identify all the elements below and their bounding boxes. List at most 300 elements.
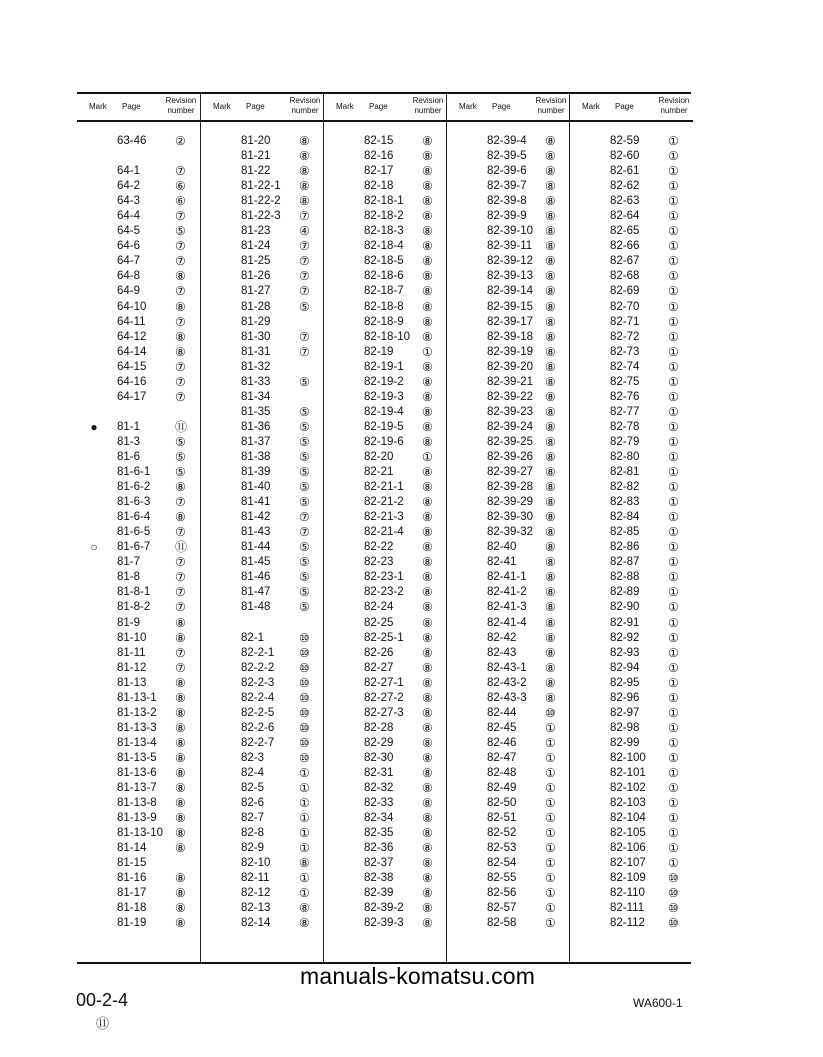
- revision-number: ①: [668, 224, 679, 239]
- revision-number: ⑧: [545, 449, 556, 464]
- table-row: [447, 300, 570, 315]
- table-row: [77, 284, 200, 299]
- table-row: [324, 315, 447, 330]
- revision-number: ⑧: [422, 465, 433, 480]
- table-row: [201, 495, 324, 510]
- page-number: 81-12: [117, 661, 147, 674]
- table-row: [570, 886, 693, 901]
- table-row: [447, 194, 570, 209]
- table-row: [570, 811, 693, 826]
- page-number: 82-39-7: [487, 180, 527, 193]
- page-number: 82-76: [610, 390, 640, 403]
- page-number: 82-92: [610, 631, 640, 644]
- table-row: [570, 570, 693, 585]
- revision-number: ⑧: [175, 886, 186, 901]
- revision-number: ⑧: [175, 344, 186, 359]
- revision-number: ①: [668, 389, 679, 404]
- table-row: [447, 736, 570, 751]
- table-row: [77, 631, 200, 646]
- table-row: [570, 345, 693, 360]
- table-row: [77, 269, 200, 284]
- page-number: 82-39-28: [487, 481, 534, 494]
- page-number: 82-39-4: [487, 135, 527, 147]
- revision-number: ⑧: [545, 194, 556, 209]
- header-mark: Mark: [89, 102, 107, 111]
- page-number: 82-21-4: [364, 526, 404, 539]
- page-number: 82-2-2: [241, 661, 275, 674]
- table-row: [570, 450, 693, 465]
- table-row: [201, 676, 324, 691]
- page-number: 82-83: [610, 496, 640, 509]
- page-number: 82-39-25: [487, 435, 534, 448]
- revision-number: ①: [668, 540, 679, 555]
- table-row: [570, 631, 693, 646]
- table-row: [77, 871, 200, 886]
- revision-number: ⑧: [422, 811, 433, 826]
- table-row: [324, 916, 447, 931]
- table-row: [570, 209, 693, 224]
- revision-number: ⑤: [299, 404, 310, 419]
- revision-number: ①: [299, 811, 310, 826]
- revision-number: ⑧: [422, 615, 433, 630]
- table-row: [570, 916, 693, 931]
- revision-number: ⑧: [545, 660, 556, 675]
- table-row: [201, 164, 324, 179]
- page-number: 81-35: [241, 405, 271, 418]
- revision-number: ⑧: [299, 164, 310, 179]
- page-number: 82-39-18: [487, 330, 534, 343]
- table-row: [570, 375, 693, 390]
- table-row: [324, 796, 447, 811]
- table-row: [324, 661, 447, 676]
- table-row: [447, 465, 570, 480]
- table-row: [324, 585, 447, 600]
- page-number: 82-10: [241, 857, 271, 870]
- page-number: 64-8: [117, 270, 141, 283]
- table-row: [447, 871, 570, 886]
- page-number: 82-22: [364, 541, 394, 554]
- revision-number: ⑧: [545, 645, 556, 660]
- table-row: [447, 315, 570, 330]
- table-row: [201, 405, 324, 420]
- revision-number: ①: [545, 781, 556, 796]
- page-number: 82-39-10: [487, 225, 534, 238]
- revision-number: ①: [299, 886, 310, 901]
- table-row: [201, 450, 324, 465]
- revision-number: ①: [668, 796, 679, 811]
- table-row: [324, 781, 447, 796]
- revision-number: ⑧: [422, 209, 433, 224]
- table-row: [447, 435, 570, 450]
- revision-number: ⑧: [422, 690, 433, 705]
- table-row: [447, 254, 570, 269]
- revision-number: ⑦: [175, 600, 186, 615]
- header-revision: Revision number: [165, 96, 197, 115]
- page-number: 82-19-2: [364, 375, 404, 388]
- page-number: 82-14: [241, 917, 271, 930]
- table-row: [324, 555, 447, 570]
- table-row: [201, 345, 324, 360]
- table-row: [570, 525, 693, 540]
- page-number: 82-18-3: [364, 225, 404, 238]
- column-group-3: [323, 94, 447, 962]
- table-row: [77, 856, 200, 871]
- page-number: 82-81: [610, 466, 640, 479]
- page-number: 64-11: [117, 315, 146, 328]
- page-number: 82-41-4: [487, 616, 527, 629]
- page-number: 82-70: [610, 300, 640, 313]
- page-number: 82-53: [487, 842, 517, 855]
- page-number: 81-18: [117, 902, 147, 915]
- table-row: [201, 510, 324, 525]
- revision-number: ①: [668, 615, 679, 630]
- page-number: 82-75: [610, 375, 640, 388]
- revision-number: ⑥: [175, 194, 186, 209]
- table-row: [570, 284, 693, 299]
- page-number: 82-89: [610, 586, 640, 599]
- page-number: 81-48: [241, 601, 271, 614]
- table-row: [447, 495, 570, 510]
- table-row: [201, 901, 324, 916]
- page-number: 82-19-1: [364, 360, 404, 373]
- page-number: 82-21-1: [364, 481, 404, 494]
- header-page: Page: [369, 102, 388, 111]
- column-group-5: [569, 94, 693, 962]
- page-number: 82-4: [241, 766, 265, 779]
- revision-number: ⑦: [299, 269, 310, 284]
- revision-number: ⑧: [422, 720, 433, 735]
- table-row: [77, 751, 200, 766]
- table-row: [201, 886, 324, 901]
- mark-symbol: ●: [90, 419, 98, 434]
- table-row: [324, 209, 447, 224]
- page-number: 82-27-3: [364, 706, 404, 719]
- revision-number: ①: [422, 344, 433, 359]
- table-row: [570, 315, 693, 330]
- table-row: [447, 164, 570, 179]
- table-row: [77, 706, 200, 721]
- table-row: [324, 480, 447, 495]
- revision-number: ⑧: [422, 194, 433, 209]
- page-number: 81-30: [241, 330, 271, 343]
- revision-number: ⑧: [422, 781, 433, 796]
- page-number: 82-23-1: [364, 571, 404, 584]
- page-number: 82-3: [241, 751, 265, 764]
- revision-number: ①: [668, 660, 679, 675]
- revision-number: ⑧: [545, 269, 556, 284]
- table-row: [201, 239, 324, 254]
- page-number: 82-39-5: [487, 150, 527, 163]
- revision-number: ⑧: [422, 239, 433, 254]
- revision-number: ⑧: [545, 419, 556, 434]
- page-number: 81-25: [241, 255, 271, 268]
- page-number: 82-64: [610, 210, 640, 223]
- table-row: [77, 796, 200, 811]
- page-number: 81-6-3: [117, 496, 151, 509]
- page-number: 82-39-11: [487, 240, 533, 253]
- page-number: 82-24: [364, 601, 394, 614]
- revision-number: ⑧: [422, 284, 433, 299]
- revision-number: ⑧: [175, 615, 186, 630]
- page-number: 82-58: [487, 917, 517, 930]
- revision-number: ⑧: [545, 164, 556, 179]
- revision-table: [77, 92, 691, 964]
- revision-number: ①: [668, 765, 679, 780]
- page-number: 82-85: [610, 526, 640, 539]
- revision-number: ⑧: [422, 389, 433, 404]
- revision-number: ⑦: [175, 389, 186, 404]
- page-number: 82-52: [487, 827, 517, 840]
- page-number: 82-65: [610, 225, 640, 238]
- revision-number: ⑪: [175, 540, 188, 555]
- page-number: 81-13-3: [117, 721, 157, 734]
- revision-number: ①: [668, 690, 679, 705]
- revision-number: ①: [668, 645, 679, 660]
- page-number: 81-45: [241, 556, 271, 569]
- table-row: [447, 901, 570, 916]
- revision-number: ⑦: [175, 585, 186, 600]
- revision-number: ⑩: [299, 735, 310, 750]
- revision-number: ①: [668, 254, 679, 269]
- table-row: [201, 736, 324, 751]
- revision-number: ⑧: [545, 555, 556, 570]
- page-number: 81-13: [117, 676, 147, 689]
- table-row: [447, 330, 570, 345]
- table-row: [570, 480, 693, 495]
- page-number: 82-39-12: [487, 255, 534, 268]
- table-row: [447, 345, 570, 360]
- table-row: [77, 134, 200, 149]
- table-row: [77, 315, 200, 330]
- table-row: [77, 570, 200, 585]
- table-row: [77, 721, 200, 736]
- revision-number: ⑧: [545, 284, 556, 299]
- page-number: 82-49: [487, 782, 517, 795]
- revision-number: ①: [668, 434, 679, 449]
- revision-number: ⑧: [545, 149, 556, 164]
- table-row: [324, 269, 447, 284]
- revision-number: ①: [545, 901, 556, 916]
- table-row: [447, 751, 570, 766]
- page-number: 81-24: [241, 240, 271, 253]
- revision-number: ①: [299, 826, 310, 841]
- table-row: [201, 706, 324, 721]
- revision-number: ⑧: [175, 690, 186, 705]
- table-row: [570, 585, 693, 600]
- page-number: 81-22-3: [241, 210, 281, 223]
- table-row: [324, 149, 447, 164]
- revision-number: ①: [668, 269, 679, 284]
- header-page: Page: [122, 102, 141, 111]
- revision-number: ⑧: [422, 645, 433, 660]
- revision-number: ⑧: [545, 675, 556, 690]
- header-mark: Mark: [336, 102, 354, 111]
- revision-number: ⑧: [175, 916, 186, 931]
- table-row: [201, 269, 324, 284]
- table-row: [201, 856, 324, 871]
- revision-number: ⑧: [175, 826, 186, 841]
- revision-number: ①: [668, 239, 679, 254]
- table-row: [77, 420, 200, 435]
- page-number: 82-21: [364, 466, 394, 479]
- table-row: [570, 390, 693, 405]
- revision-number: ⑧: [422, 179, 433, 194]
- table-row: [324, 826, 447, 841]
- revision-number: ①: [668, 419, 679, 434]
- table-row: [447, 676, 570, 691]
- table-row: [447, 179, 570, 194]
- page-number: 81-46: [241, 571, 271, 584]
- table-row: [570, 360, 693, 375]
- page-number: 64-15: [117, 360, 147, 373]
- page-number: 81-13-1: [117, 691, 157, 704]
- page-number: 81-41: [241, 496, 271, 509]
- table-row: [77, 435, 200, 450]
- table-row: [77, 736, 200, 751]
- revision-number: ①: [545, 826, 556, 841]
- revision-number: ①: [299, 871, 310, 886]
- table-row: [324, 375, 447, 390]
- table-row: [324, 194, 447, 209]
- revision-number: ⑧: [545, 570, 556, 585]
- table-row: [324, 239, 447, 254]
- table-row: [77, 616, 200, 631]
- table-row: [201, 916, 324, 931]
- page-number: 82-39-8: [487, 195, 527, 208]
- page-number: 82-39-32: [487, 526, 534, 539]
- revision-number: ⑧: [175, 329, 186, 344]
- page-number: 81-8: [117, 571, 141, 584]
- revision-number: ⑦: [175, 239, 186, 254]
- table-row: [570, 721, 693, 736]
- table-row: [201, 194, 324, 209]
- page-number: 63-46: [117, 135, 147, 147]
- page-number: 82-95: [610, 676, 640, 689]
- table-row: [447, 360, 570, 375]
- page-number: 82-107: [610, 857, 646, 870]
- table-row: [201, 570, 324, 585]
- revision-number: ⑧: [545, 239, 556, 254]
- revision-number: ⑦: [299, 209, 310, 224]
- page-number: 82-41-3: [487, 601, 527, 614]
- table-row: [201, 766, 324, 781]
- page-number: 82-35: [364, 827, 394, 840]
- revision-number: ⑧: [422, 660, 433, 675]
- page-number: 82-39-13: [487, 270, 534, 283]
- table-row: [324, 751, 447, 766]
- table-row: [77, 676, 200, 691]
- page-number: 82-29: [364, 736, 394, 749]
- page-number: 82-19: [364, 345, 394, 358]
- revision-number: ⑧: [545, 404, 556, 419]
- page-number: 64-6: [117, 240, 141, 253]
- page-number: 82-97: [610, 706, 640, 719]
- page-number: 81-6-4: [117, 511, 151, 524]
- page-number: 81-13-6: [117, 766, 157, 779]
- page-number: 82-39-17: [487, 315, 534, 328]
- revision-number: ⑤: [299, 299, 310, 314]
- table-row: [324, 856, 447, 871]
- header-mark: Mark: [459, 102, 477, 111]
- table-row: [570, 134, 693, 149]
- revision-number: ⑧: [422, 495, 433, 510]
- table-row: [77, 646, 200, 661]
- revision-number: ⑦: [175, 164, 186, 179]
- page-number: 81-3: [117, 435, 141, 448]
- page-number: 81-10: [117, 631, 147, 644]
- table-row: [570, 435, 693, 450]
- revision-number: ⑩: [299, 705, 310, 720]
- revision-number: ⑧: [422, 600, 433, 615]
- page-number: 82-50: [487, 797, 517, 810]
- table-row: [324, 631, 447, 646]
- header-revision: Revision number: [412, 96, 444, 115]
- footer-page-number: 00-2-4: [76, 990, 129, 1010]
- table-row: [77, 405, 200, 420]
- revision-number: ⑧: [175, 765, 186, 780]
- revision-number: ①: [422, 449, 433, 464]
- revision-number: ⑧: [545, 224, 556, 239]
- revision-number: ⑤: [299, 600, 310, 615]
- table-row: [324, 540, 447, 555]
- page-number: 82-44: [487, 706, 517, 719]
- revision-number: ⑦: [175, 284, 186, 299]
- page-number: 82-2-3: [241, 676, 275, 689]
- page-number: 64-9: [117, 285, 141, 298]
- page-number: 82-80: [610, 450, 640, 463]
- table-row: [570, 841, 693, 856]
- table-row: [201, 585, 324, 600]
- page-number: 82-42: [487, 631, 517, 644]
- table-row: [324, 360, 447, 375]
- table-row: [570, 676, 693, 691]
- page-number: 82-60: [610, 150, 640, 163]
- revision-number: ⑦: [299, 525, 310, 540]
- revision-number: ⑩: [299, 630, 310, 645]
- revision-number: ①: [545, 886, 556, 901]
- revision-number: ⑩: [299, 750, 310, 765]
- revision-number: ①: [668, 675, 679, 690]
- revision-number: ⑧: [545, 359, 556, 374]
- revision-number: ⑧: [545, 480, 556, 495]
- revision-number: ①: [668, 179, 679, 194]
- revision-number: ⑧: [545, 585, 556, 600]
- page-number: 82-7: [241, 812, 265, 825]
- revision-number: ⑤: [299, 465, 310, 480]
- table-row: [570, 149, 693, 164]
- revision-number: ①: [668, 495, 679, 510]
- page-number: 82-27-2: [364, 691, 404, 704]
- page-number: 82-23-2: [364, 586, 404, 599]
- page-number: 81-21: [241, 150, 271, 163]
- revision-number: ⑩: [299, 720, 310, 735]
- page-number: 81-8-2: [117, 601, 151, 614]
- page-number: 82-39-27: [487, 466, 534, 479]
- revision-number: ⑦: [175, 645, 186, 660]
- table-row: [77, 254, 200, 269]
- table-row: [324, 330, 447, 345]
- revision-number: ⑦: [299, 239, 310, 254]
- table-row: [324, 736, 447, 751]
- table-row: [324, 435, 447, 450]
- revision-number: ⑧: [422, 224, 433, 239]
- revision-number: ①: [668, 314, 679, 329]
- revision-number: ①: [668, 841, 679, 856]
- table-row: [447, 766, 570, 781]
- page-number: 81-36: [241, 420, 271, 433]
- revision-number: ①: [299, 796, 310, 811]
- table-row: [447, 616, 570, 631]
